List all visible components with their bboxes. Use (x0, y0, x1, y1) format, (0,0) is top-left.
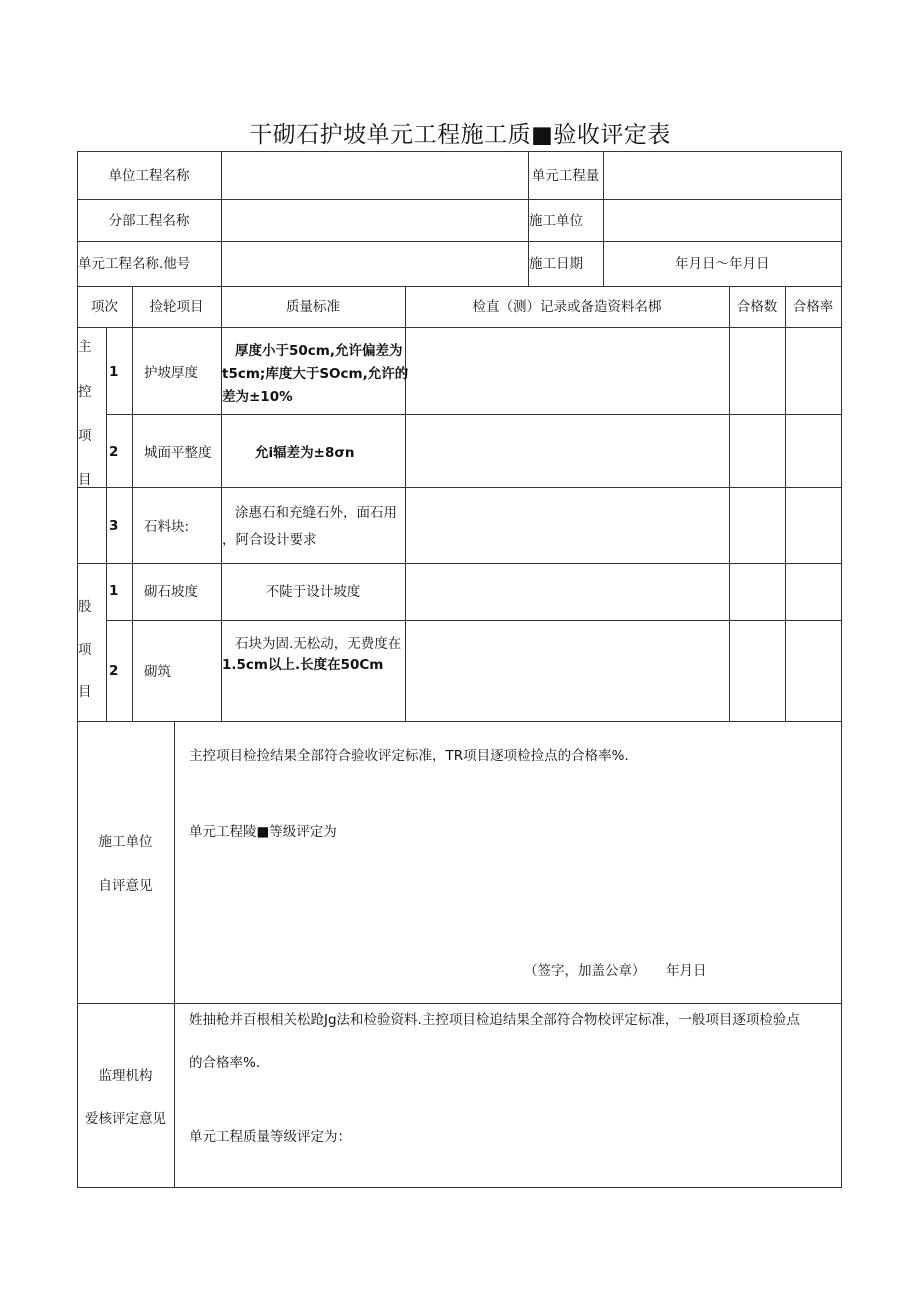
col-divider (106, 327, 107, 721)
general-row-1-item: 砌石坡度 (144, 584, 198, 600)
general-label-char: 股 (78, 599, 92, 615)
main-row-3-item: 石料块: (144, 519, 190, 535)
general-row-2-item: 砌筑 (144, 664, 171, 680)
signature-stamp-note: （签字，加盖公章） (524, 963, 646, 979)
supervision-label: 爱核评定意见 (85, 1111, 166, 1127)
col-divider (729, 286, 730, 721)
main-control-label-char: 目 (78, 472, 92, 488)
header-item-no: 项次 (91, 299, 118, 315)
general-row-2-standard: 1.5cm以上.长度在50Cm (222, 657, 384, 673)
row-divider (77, 327, 842, 328)
construction-unit-label: 施工单位 (529, 213, 583, 229)
supervision-text: 姓抽枪并百根相关松跄Jg法和检验资料.主控项目检追结果全部符合物校评定标准，一般项目逐项检验点 (189, 1012, 800, 1028)
main-row-3-no: 3 (109, 518, 119, 534)
main-row-1-standard: t5cm;库度大于SOcm,允许的 (222, 366, 409, 382)
page-title: 干砌石护坡单元工程施工质■验收评定表 (249, 122, 671, 148)
self-assessment-label: 自评意见 (98, 878, 153, 894)
header-records: 检直（测）记录或备造资料名梆 (472, 299, 662, 315)
self-assessment-grade: 单元工程陵■等级评定为 (189, 824, 337, 840)
main-row-1-item: 护坡厚度 (144, 365, 198, 381)
header-qualified-count: 合格数 (736, 299, 778, 315)
col-divider (785, 286, 786, 721)
main-row-2-item: 城面平整度 (144, 445, 212, 461)
general-label-char: 项 (78, 642, 92, 658)
row-divider (106, 414, 842, 415)
construction-date-label: 施工日期 (529, 256, 583, 272)
row-divider (77, 487, 842, 488)
row-divider (77, 563, 842, 564)
main-row-3-standard: ，阿合设计要求 (222, 532, 317, 548)
element-name-label: 单元工程名称.他号 (78, 256, 191, 272)
unit-project-name-label: 单位工程名称 (108, 168, 190, 184)
main-row-3-standard: 涂惠石和充缝石外，面石用 (235, 505, 397, 521)
col-divider (603, 151, 604, 286)
general-label-char: 目 (78, 684, 92, 700)
supervision-text: 的合格率%. (189, 1055, 261, 1071)
main-row-1-standard: 差为±10% (222, 389, 293, 405)
col-divider (132, 286, 133, 721)
row-divider (77, 199, 842, 200)
main-control-label-char: 控 (78, 384, 92, 400)
evaluation-table (77, 151, 842, 1188)
col-divider (221, 151, 222, 286)
self-assessment-text: 主控项目检捡结果全部符合验收评定标准，TR项目逐项检捡点的合格率%. (189, 748, 629, 764)
main-row-1-no: 1 (109, 364, 119, 380)
main-row-1-standard: 厚度小于50cm,允许偏差为 (235, 343, 403, 359)
header-qualified-rate: 合格率 (792, 299, 834, 315)
main-control-label-char: 主 (78, 339, 92, 355)
general-row-2-standard: 石块为固.无松动，无费度在 (235, 636, 402, 652)
signature-date: 年月日 (666, 963, 707, 979)
construction-date-value: 年月日〜年月日 (675, 256, 770, 272)
row-divider (77, 1003, 842, 1004)
row-divider (106, 620, 842, 621)
row-divider (77, 286, 842, 287)
header-quality-standard: 质量标准 (286, 299, 340, 315)
general-row-2-no: 2 (109, 663, 119, 679)
general-row-1-standard: 不陡于设计坡度 (265, 584, 361, 600)
row-divider (77, 241, 842, 242)
supervision-grade: 单元工程质量等级评定为： (189, 1129, 351, 1145)
unit-quantity-label: 单元工程量 (531, 168, 600, 184)
table-border-bottom (77, 1187, 842, 1188)
table-border-top (77, 151, 842, 152)
main-row-2-no: 2 (109, 444, 119, 460)
supervision-label: 监理机构 (98, 1068, 153, 1084)
header-inspection-item: 捡轮项目 (149, 299, 204, 315)
division-project-name-label: 分部工程名称 (108, 213, 190, 229)
col-divider (405, 286, 406, 721)
col-divider (174, 721, 175, 1188)
general-row-1-no: 1 (109, 583, 119, 599)
self-assessment-label: 施工单位 (98, 834, 153, 850)
row-divider (77, 721, 842, 722)
main-control-label-char: 项 (78, 428, 92, 444)
main-row-2-standard: 允i辐差为±8σn (255, 445, 355, 461)
table-border-right (841, 151, 842, 1188)
